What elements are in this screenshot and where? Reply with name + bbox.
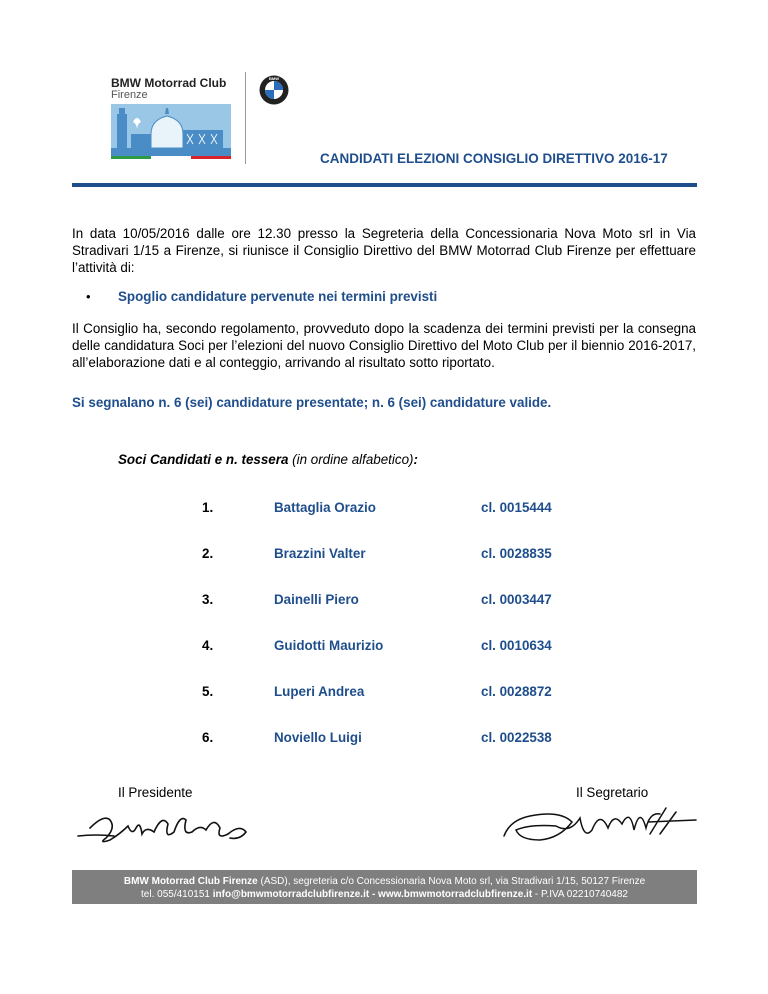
candidate-card: cl. 0015444 <box>481 500 552 515</box>
candidate-number: 5. <box>202 684 214 699</box>
candidate-card: cl. 0010634 <box>481 638 552 653</box>
summary-line: Si segnalano n. 6 (sei) candidature presentate; n. 6 (sei) candidature valide. <box>72 395 552 410</box>
logo-subtitle: Firenze <box>111 89 148 101</box>
candidates-heading-label: Soci Candidati e n. tessera <box>118 452 289 467</box>
bullet-icon: • <box>86 289 91 304</box>
footer-contacts: info@bmwmotorradclubfirenze.it - www.bmwmotorradclubfirenze.it <box>212 889 533 900</box>
candidate-number: 4. <box>202 638 214 653</box>
candidate-row <box>0 500 768 520</box>
candidates-heading-colon: : <box>413 452 418 467</box>
candidate-name: Dainelli Piero <box>274 592 359 607</box>
candidates-heading <box>118 452 418 467</box>
document-title: CANDIDATI ELEZIONI CONSIGLIO DIRETTIVO 2016-17 <box>320 151 668 166</box>
footer-line-2 <box>72 888 697 901</box>
bmw-roundel-icon <box>259 75 289 105</box>
candidate-card: cl. 0028872 <box>481 684 552 699</box>
candidate-row <box>0 546 768 566</box>
secretary-label: Il Segretario <box>576 785 649 800</box>
candidate-number: 3. <box>202 592 214 607</box>
candidate-name: Battaglia Orazio <box>274 500 376 515</box>
procedure-paragraph: Il Consiglio ha, secondo regolamento, provveduto dopo la scadenza dei termini previsti per la consegna delle candidatura Soci per l’elezioni del nuovo Consiglio Direttivo del Moto Club per il biennio 2016-2017, all’elaborazione dati e al conteggio, arrivando al risultato sotto riportato. <box>72 321 696 370</box>
candidate-number: 2. <box>202 546 214 561</box>
footer <box>72 870 697 904</box>
candidate-card: cl. 0022538 <box>481 730 552 745</box>
candidate-number: 1. <box>202 500 214 515</box>
candidate-row <box>0 638 768 658</box>
candidate-name: Noviello Luigi <box>274 730 362 745</box>
candidate-row <box>0 592 768 612</box>
president-signature <box>76 806 256 848</box>
candidate-name: Luperi Andrea <box>274 684 365 699</box>
bullet-item: Spoglio candidature pervenute nei termini previsti <box>118 289 438 304</box>
candidate-row <box>0 730 768 750</box>
footer-phone: tel. 055/410151 <box>141 889 213 900</box>
footer-address: (ASD), segreteria c/o Concessionaria Nova Moto srl, via Stradivari 1/15, 50127 Firenze <box>257 876 646 887</box>
secretary-signature <box>500 800 700 852</box>
footer-vat: - P.IVA 02210740482 <box>532 889 628 900</box>
candidate-row <box>0 684 768 704</box>
logo-divider <box>245 72 246 164</box>
president-label: Il Presidente <box>118 785 193 800</box>
footer-line-1 <box>72 875 697 888</box>
candidate-name: Guidotti Maurizio <box>274 638 384 653</box>
footer-org: BMW Motorrad Club Firenze <box>123 876 258 887</box>
logo-title: BMW Motorrad Club <box>111 76 227 90</box>
candidate-card: cl. 0028835 <box>481 546 552 561</box>
candidate-number: 6. <box>202 730 214 745</box>
header-rule <box>72 183 697 187</box>
candidate-name: Brazzini Valter <box>274 546 366 561</box>
intro-paragraph: In data 10/05/2016 dalle ore 12.30 presso la Segreteria della Concessionaria Nova Moto srl in Via Stradivari 1/15 a Firenze, si riunisce il Consiglio Direttivo del BMW Motorrad Club Firenze per effettuare l’attività di: <box>72 226 696 275</box>
candidate-card: cl. 0003447 <box>481 592 552 607</box>
roundel-lettering: BMW <box>269 76 279 81</box>
candidates-heading-note: (in ordine alfabetico) <box>292 452 414 467</box>
florence-duomo-logo-icon <box>111 104 231 162</box>
